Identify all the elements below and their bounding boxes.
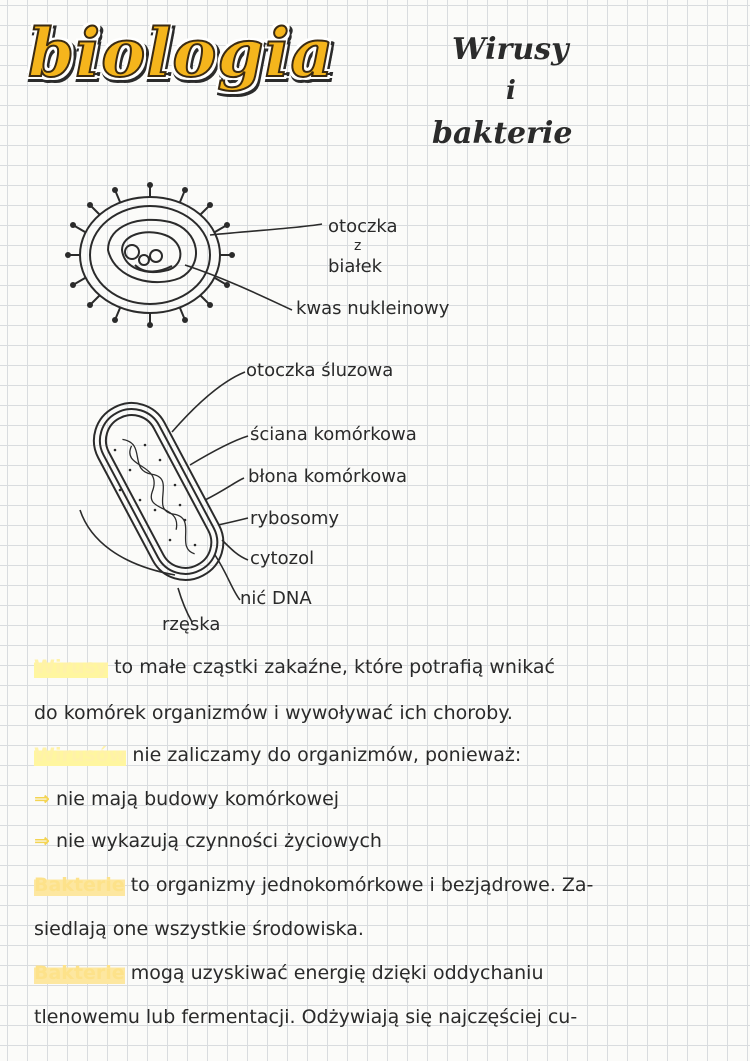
page-title: biologia [28,14,335,92]
note-text: nie zaliczamy do organizmów, ponieważ: [126,744,522,766]
note-line [34,656,555,678]
subtitle-and: i [506,76,516,106]
note-line [34,874,593,896]
note-line [34,744,521,766]
note-text: nie mają budowy komórkowej [49,788,340,810]
note-line [34,962,544,984]
note-text: nie wykazują czynności życiowych [49,830,382,852]
label-capsule: otoczka [328,216,398,237]
highlighted-term: Wirusy [34,656,109,678]
note-line [34,1006,577,1028]
label-capsule-protein: białek [328,256,383,277]
label-nucleic-acid: kwas nukleinowy [296,298,450,319]
highlighted-term: Wirusów [34,744,127,766]
label-cell-wall: ściana komórkowa [250,424,417,445]
highlighted-term: Bakterie [34,962,125,984]
note-text: do komórek organizmów i wywoływać ich choroby. [34,702,513,724]
label-cytosol: cytozol [250,548,315,569]
label-ribosomes: rybosomy [250,508,340,529]
arrow-icon: ⇒ [34,788,50,810]
subtitle-bacteria: bakterie [432,116,573,151]
note-line [34,918,364,940]
label-slime-capsule: otoczka śluzowa [246,360,394,381]
label-capsule-z: z [354,238,362,254]
note-text: siedlają one wszystkie środowiska. [34,918,364,940]
arrow-icon: ⇒ [34,830,50,852]
note-line [34,788,339,810]
note-text: to małe cząstki zakaźne, które potrafią wnikać [108,656,555,678]
note-text: mogą uzyskiwać energię dzięki oddychaniu [124,962,544,984]
highlighted-term: Bakterie [34,874,125,896]
label-cell-membrane: błona komórkowa [248,466,408,487]
bacteria-diagram [60,390,250,600]
note-text: to organizmy jednokomórkowe i bezjądrowe. Za- [124,874,594,896]
note-line [34,702,513,724]
note-line [34,830,382,852]
label-dna: nić DNA [240,588,312,609]
note-text: tlenowemu lub fermentacji. Odżywiają się najczęściej cu- [34,1006,578,1028]
label-flagellum: rzęska [162,614,221,635]
subtitle-viruses: Wirusy [452,32,569,67]
